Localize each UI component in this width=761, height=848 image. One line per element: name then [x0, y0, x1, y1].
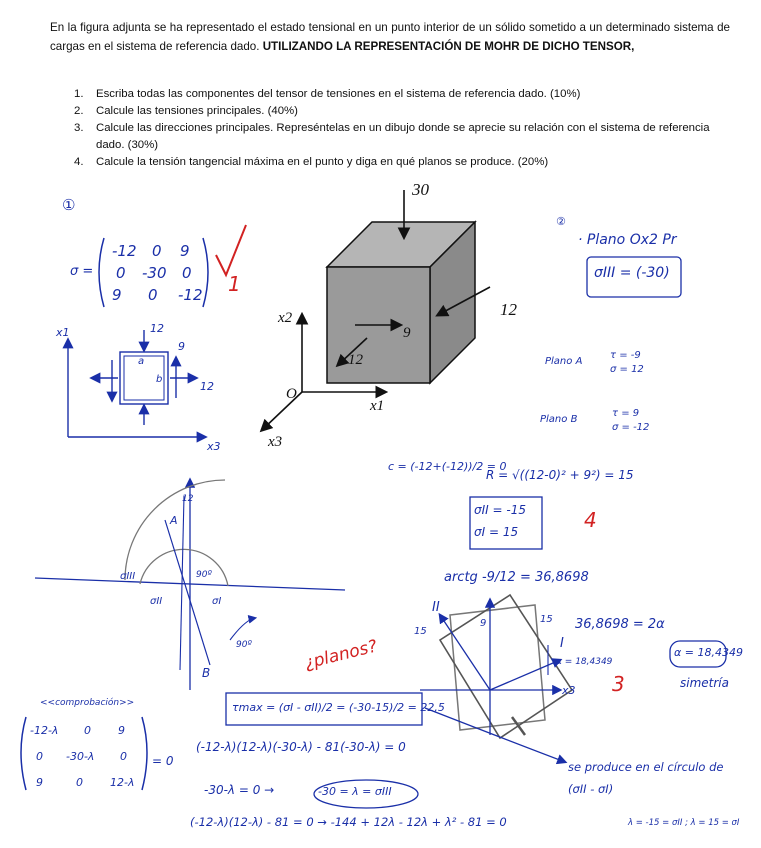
intro-text: En la figura adjunta se ha representado el estado tensional en un punto interior de un sólido sometido a un determinado sistema de cargas en el sistema de referencia dado. — [50, 21, 730, 53]
simetria-label: simetría — [680, 676, 729, 690]
element-12-right: 12 — [200, 380, 214, 393]
center-equation: c = (-12+(-12))/2 = 0 — [388, 460, 507, 473]
axis-label-x2: x2 — [278, 310, 293, 326]
plano-a-tau: τ = -9 — [610, 350, 641, 361]
mohr-point-b: B — [202, 666, 211, 680]
load-label-12: 12 — [348, 352, 363, 368]
question-item: 1. Escriba todas las componentes del tensor de tensiones en el sistema de referencia dado. (10%) — [74, 88, 581, 100]
comprobacion-label: <<comprobación>> — [40, 698, 135, 708]
sigma-i-value: σI = 15 — [474, 525, 519, 539]
mohr-sigma-ii: σII — [150, 596, 163, 607]
element-face-a: a — [138, 356, 145, 367]
intro-bold: UTILIZANDO LA REPRESENTACIÓN DE MOHR DE DICHO TENSOR, — [262, 40, 635, 53]
mohr-sigma-iii: σIII — [120, 571, 136, 582]
sigma-label: σ = — [70, 264, 94, 279]
mohr-tick-12: 12 — [182, 494, 194, 504]
grade-1: 1 — [228, 272, 241, 296]
direction-ii: II — [432, 600, 440, 615]
axis-label-x3: x3 — [268, 434, 283, 450]
char-equation-3: (-12-λ)(12-λ) - 81 = 0 → -144 + 12λ - 12λ + λ² - 81 = 0 — [190, 815, 507, 829]
plano-b-sigma: σ = -12 — [612, 422, 650, 433]
plano-b-label: Plano B — [540, 414, 578, 425]
load-label-top: 30 — [412, 180, 429, 199]
plano-a-label: Plano A — [545, 356, 583, 367]
se-produce-note: se produce en el círculo de (σII - σI) — [568, 760, 724, 796]
direction-i: I — [560, 636, 564, 651]
direction-9: 9 — [480, 618, 487, 629]
mohr-point-a: A — [170, 514, 178, 527]
tau-max-equation: τmax = (σI - σII)/2 = (-30-15)/2 = 22,5 — [232, 701, 445, 714]
item2-marker: ② — [556, 215, 566, 228]
red-checkmark — [216, 225, 246, 275]
sigma-iii-value: σIII = (-30) — [594, 265, 670, 281]
mohr-angle-2: 90º — [236, 640, 252, 650]
direction-x3: x3 — [562, 684, 576, 697]
question-item: 2. Calcule las tensiones principales. (40%) — [74, 105, 298, 117]
radius-equation: R = √((12-0)² + 9²) = 15 — [486, 468, 634, 482]
load-label-9: 9 — [403, 325, 411, 341]
grade-2: 4 — [584, 508, 597, 532]
element-axis-x1: x1 — [56, 326, 70, 339]
load-label-right: 12 — [500, 300, 517, 319]
mohr-angle: 90º — [196, 570, 212, 580]
direction-alpha: α = 18,4349 — [556, 657, 613, 667]
sigma-ii-value: σII = -15 — [474, 503, 526, 517]
element-9: 9 — [178, 340, 185, 353]
char-equation-2-result: -30 = λ = σIII — [318, 785, 392, 798]
origin-label: O — [286, 386, 297, 402]
plane-text: · Plano Ox2 Pr — [578, 232, 677, 248]
direction-15a: 15 — [414, 626, 427, 637]
char-roots: λ = -15 = σII ; λ = 15 = σI — [628, 818, 740, 828]
char-equation-2: -30-λ = 0 → — [204, 783, 275, 797]
element-12-top: 12 — [150, 322, 164, 335]
mohr-sigma-i: σI — [212, 596, 222, 607]
question-item: 4. Calcule la tensión tangencial máxima en el punto y diga en qué planos se produce. (20%) — [74, 156, 549, 168]
plano-a-sigma: σ = 12 — [610, 364, 644, 375]
item1-marker: ① — [62, 196, 76, 214]
element-face-b: b — [156, 374, 163, 385]
alpha-value: α = 18,4349 — [674, 646, 743, 659]
plano-b-tau: τ = 9 — [612, 408, 640, 419]
char-eq-zero: = 0 — [152, 754, 174, 768]
double-angle: 36,8698 = 2α — [575, 617, 665, 632]
grade-3: 3 — [612, 672, 625, 696]
axis-label-x1: x1 — [370, 398, 385, 414]
planos-question: ¿planos? — [302, 636, 380, 674]
element-axis-x3: x3 — [207, 440, 221, 453]
mohr-circle — [35, 480, 345, 690]
arctg-equation: arctg -9/12 = 36,8698 — [444, 570, 589, 585]
char-equation-1: (-12-λ)(12-λ)(-30-λ) - 81(-30-λ) = 0 — [196, 740, 406, 754]
question-item: 3. Calcule las direcciones principales. Represéntelas en un dibujo donde se aprecie su relación con el sistema de referencia dado. (30%) — [74, 122, 710, 151]
direction-15b: 15 — [540, 614, 553, 625]
